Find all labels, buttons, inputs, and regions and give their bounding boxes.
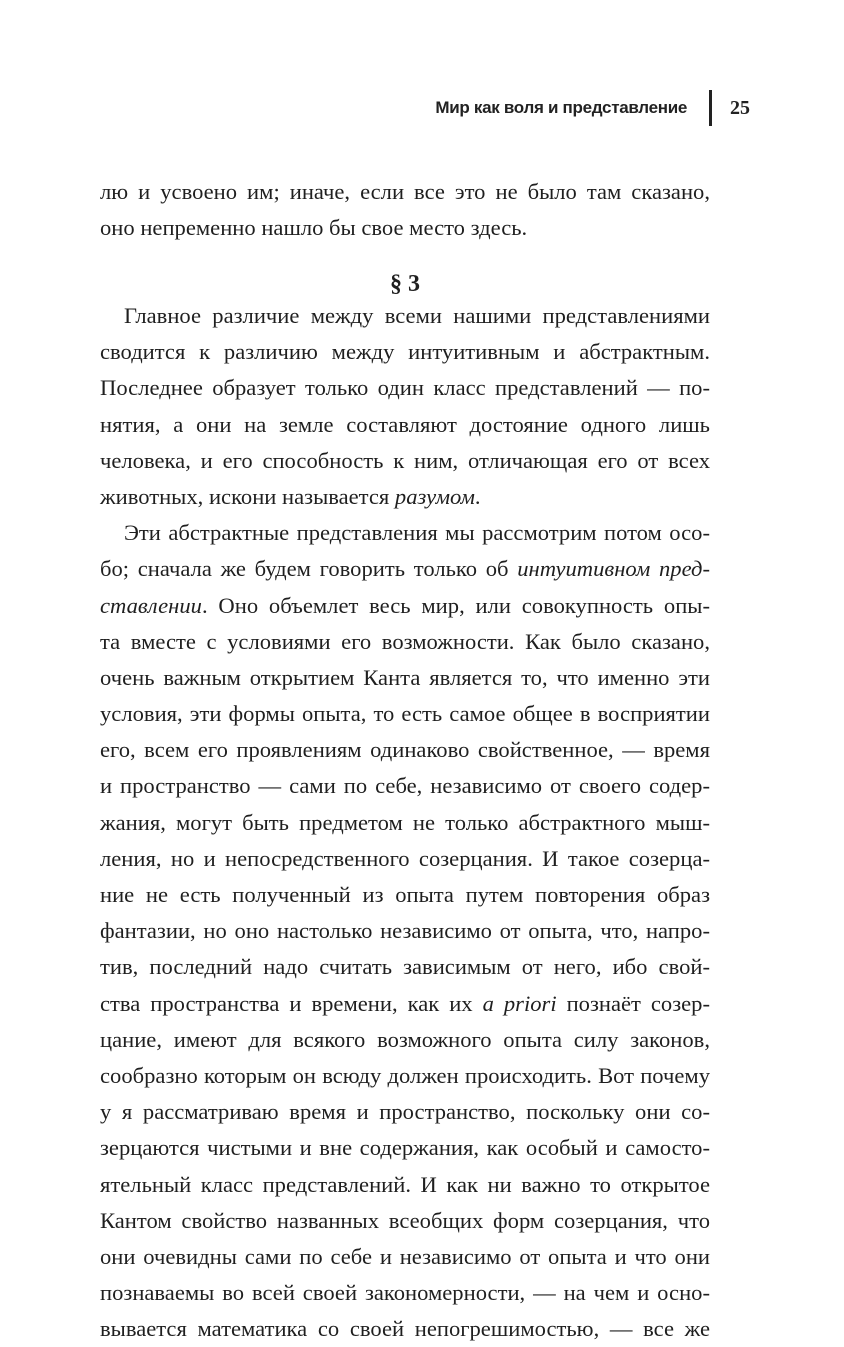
emphasis-term: ставлении — [100, 592, 202, 618]
running-title: Мир как воля и представление — [435, 98, 687, 117]
section-heading: § 3 — [390, 271, 420, 297]
text-run: ства пространства и времени, как их — [100, 990, 483, 1016]
header-divider — [709, 90, 712, 126]
text-line: сводится к различию между интуитивным и абстрактным. — [100, 339, 710, 365]
text-line: очень важным открытием Канта является то, что именно эти — [100, 664, 710, 690]
emphasis-term: разумом — [394, 483, 475, 509]
text-line: Последнее образует только один класс представлений — по- — [100, 375, 710, 401]
text-line: зерцаются чистыми и вне содержания, как особый и самосто- — [100, 1135, 710, 1161]
text-line: и пространство — сами по себе, независимо от своего содер- — [100, 773, 710, 799]
text-line — [100, 986, 710, 1022]
text-line — [100, 551, 710, 587]
text-line: оно непременно нашло бы свое место здесь. — [100, 215, 528, 241]
text-line: его, всем его проявлениям одинаково свойственное, — время — [100, 737, 710, 763]
text-line: Эти абстрактные представления мы рассмотрим потом осо- — [124, 520, 710, 546]
text-line: Главное различие между всеми нашими представлениями — [124, 303, 710, 328]
text-line: нятия, а они на земле составляют достояние одного лишь — [100, 411, 710, 437]
text-line: ние не есть полученный из опыта путем повторения образ — [100, 882, 710, 907]
text-line: условия, эти формы опыта, то есть самое общее в восприятии — [100, 701, 710, 727]
text-line: они очевидны сами по себе и независимо от опыта и что они — [100, 1243, 710, 1269]
text-line: та вместе с условиями его возможности. Как было сказано, — [100, 628, 710, 654]
text-line: фантазии, но оно настолько независимо от опыта, что, напро- — [100, 918, 710, 944]
emphasis-term: интуитивном пред- — [517, 556, 710, 582]
text-line: лю и усвоено им; иначе, если все это не было там сказано, — [100, 179, 710, 204]
text-line: цание, имеют для всякого возможного опыта силу законов, — [100, 1026, 710, 1052]
text-line — [100, 479, 710, 515]
text-line: человека, и его способность к ним, отличающая его от всех — [100, 447, 710, 473]
continuation-paragraph — [100, 174, 710, 246]
body-text — [100, 298, 710, 1347]
text-run: познаёт созер- — [556, 990, 710, 1016]
paragraph-1 — [100, 298, 710, 515]
text-line: сообразно которым он всюду должен происходить. Вот почему — [100, 1062, 710, 1088]
text-line: Кантом свойство названных всеобщих форм созерцания, что — [100, 1207, 710, 1233]
text-run: . — [474, 483, 481, 509]
running-head — [435, 88, 750, 128]
page-number: 25 — [730, 96, 750, 119]
text-run: животных, искони называется — [100, 483, 395, 509]
text-run: бо; сначала же будем говорить только об — [100, 556, 518, 582]
text-line: вывается математика со своей непогрешимостью, — все же — [100, 1316, 710, 1342]
emphasis-term: a priori — [482, 990, 557, 1016]
text-line — [100, 588, 710, 624]
text-line: тив, последний надо считать зависимым от него, ибо свой- — [100, 954, 710, 980]
text-run: . Оно объемлет весь мир, или совокупность опы- — [201, 592, 710, 618]
text-line: познаваемы во всей своей закономерности, — на чем и осно- — [100, 1280, 710, 1306]
text-line: у я рассматриваю время и пространство, поскольку они со- — [100, 1099, 710, 1125]
text-line: ятельный класс представлений. И как ни важно то открытое — [100, 1171, 710, 1197]
paragraph-2 — [100, 515, 710, 1347]
text-line: ления, но и непосредственного созерцания. И такое созерца- — [100, 845, 710, 871]
text-line: жания, могут быть предметом не только абстрактного мыш- — [100, 809, 710, 835]
